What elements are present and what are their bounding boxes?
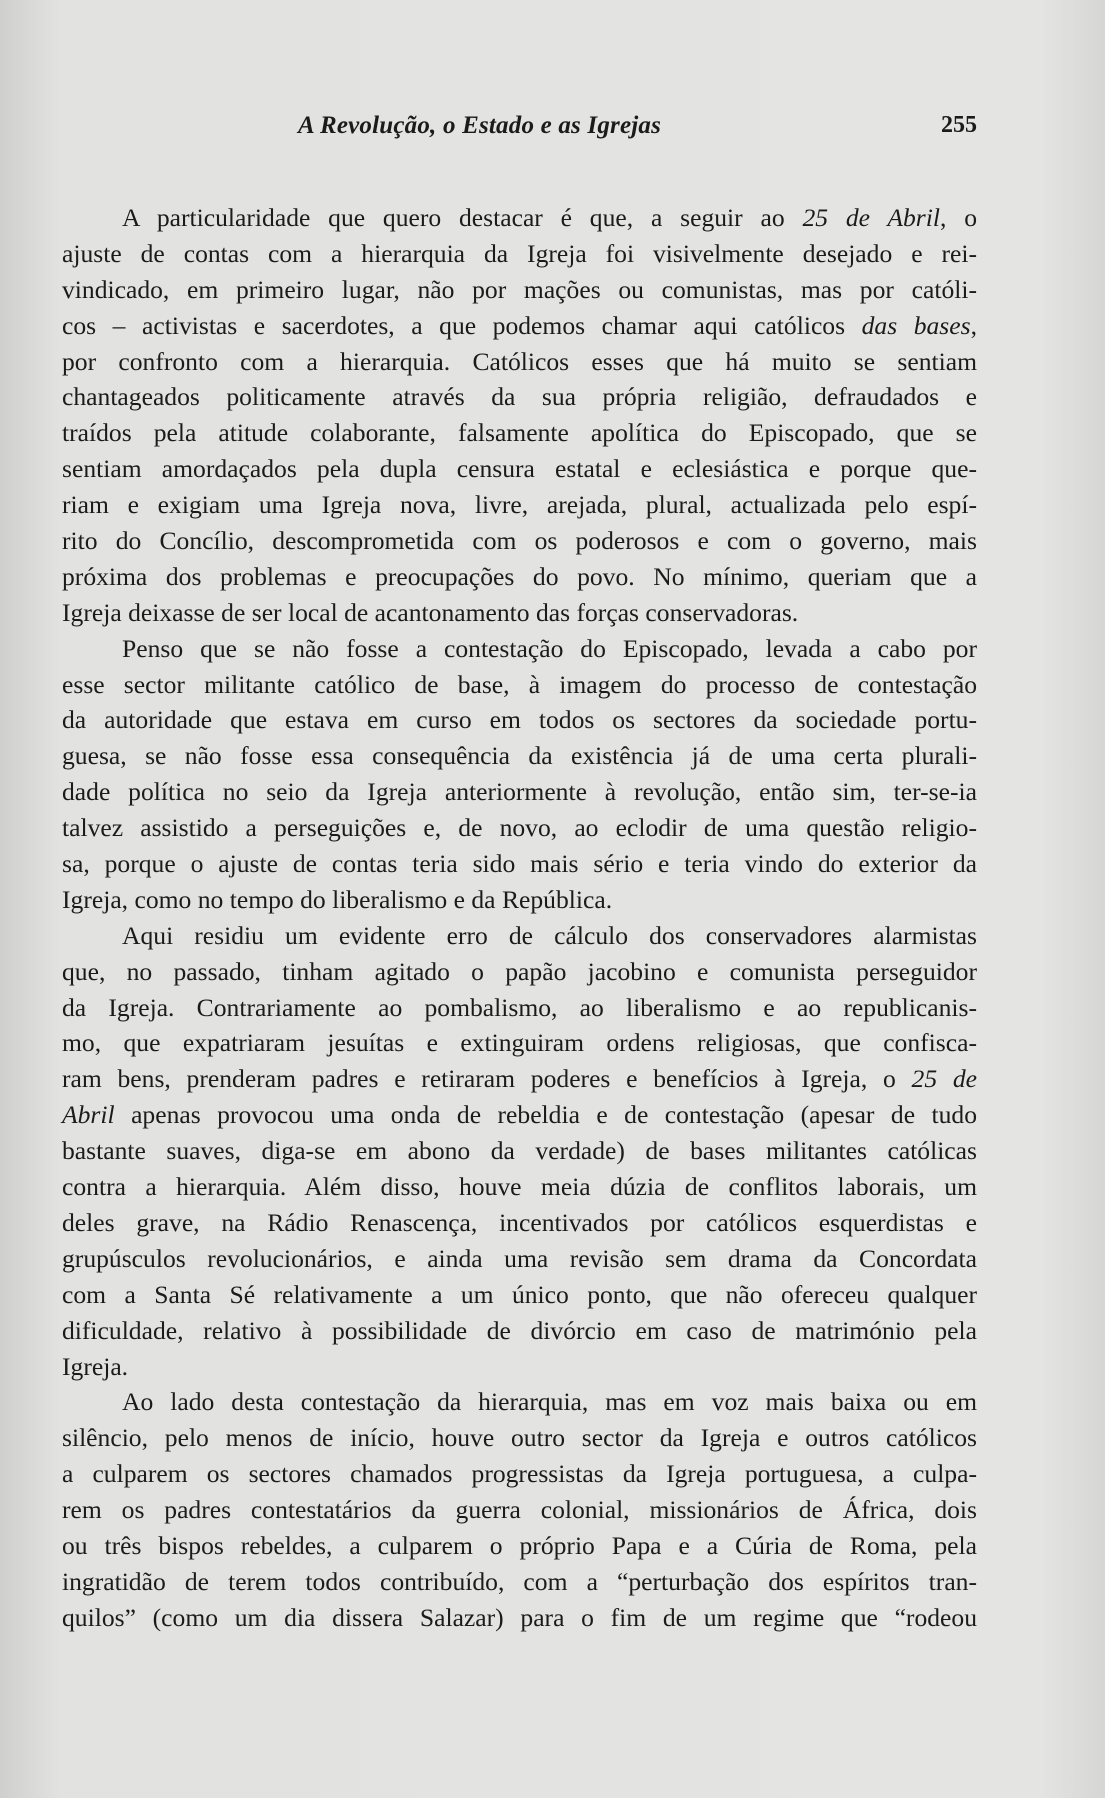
text-line	[62, 1025, 977, 1061]
text-line	[62, 882, 977, 918]
text-line	[62, 702, 977, 738]
text-line	[62, 667, 977, 703]
text-run: rito do Concílio, descomprometida com os poderosos e com o governo, mais	[62, 526, 977, 556]
text-run: esse sector militante católico de base, à imagem do processo de contestação	[62, 669, 977, 699]
text-run: guesa, se não fosse essa consequência da existência já de uma certa plurali-	[62, 741, 977, 771]
text-run: Igreja, como no tempo do liberalismo e da República.	[62, 884, 613, 914]
italic-text: das bases	[861, 310, 971, 340]
text-run: ou três bispos rebeldes, a culparem o próprio Papa e a Cúria de Roma, pela	[62, 1530, 977, 1560]
text-run: ajuste de contas com a hierarquia da Igreja foi visivelmente desejado e rei-	[62, 238, 977, 268]
paragraph	[62, 200, 977, 631]
text-run: da Igreja. Contrariamente ao pombalismo, ao liberalismo e ao republicanis-	[62, 992, 977, 1022]
text-line	[62, 451, 977, 487]
text-line	[62, 379, 977, 415]
text-run: Igreja.	[62, 1351, 129, 1381]
italic-text: Abril	[62, 1100, 115, 1130]
text-line	[62, 236, 977, 272]
text-line	[62, 810, 977, 846]
text-run: chantageados politicamente através da sua própria religião, defraudados e	[62, 382, 977, 412]
text-run: ,	[970, 310, 977, 340]
text-run: contra a hierarquia. Além disso, houve meia dúzia de conflitos laborais, um	[62, 1172, 977, 1202]
text-line	[62, 1061, 977, 1097]
text-run: apenas provocou uma onda de rebeldia e de contestação (apesar de tudo	[114, 1100, 977, 1130]
text-run: ingratidão de terem todos contribuído, com a “perturbação dos espíritos tran-	[62, 1566, 977, 1596]
text-run: ram bens, prenderam padres e retiraram poderes e benefícios à Igreja, o	[62, 1064, 912, 1094]
text-line	[62, 918, 977, 954]
text-run: grupúsculos revolucionários, e ainda uma revisão sem drama da Concordata	[62, 1243, 977, 1273]
text-run: Igreja deixasse de ser local de acantonamento das forças conservadoras.	[62, 597, 799, 627]
text-run: rem os padres contestatários da guerra colonial, missionários de África, dois	[62, 1495, 977, 1525]
text-line	[62, 631, 977, 667]
text-line	[62, 272, 977, 308]
text-run: silêncio, pelo menos de início, houve outro sector da Igreja e outros católicos	[62, 1423, 977, 1453]
text-line	[62, 846, 977, 882]
text-line	[62, 1205, 977, 1241]
running-title: A Revolução, o Estado e as Igrejas	[298, 112, 662, 139]
text-run: A particularidade que quero destacar é que, a seguir ao	[122, 203, 803, 232]
text-line	[62, 559, 977, 595]
text-line	[62, 774, 977, 810]
text-line	[62, 308, 977, 344]
text-run: da autoridade que estava em curso em todos os sectores da sociedade portu-	[62, 705, 977, 735]
text-run: deles grave, na Rádio Renascença, incentivados por católicos esquerdistas e	[62, 1207, 977, 1237]
text-run: que, no passado, tinham agitado o papão jacobino e comunista perseguidor	[62, 956, 977, 986]
text-run: cos – activistas e sacerdotes, a que podemos chamar aqui católicos	[62, 310, 862, 340]
text-run: a culparem os sectores chamados progressistas da Igreja portuguesa, a culpa-	[62, 1459, 977, 1489]
text-run: mo, que expatriaram jesuítas e extinguiram ordens religiosas, que confisca-	[62, 1028, 977, 1058]
text-run: vindicado, em primeiro lugar, não por mações ou comunistas, mas por católi-	[62, 274, 977, 304]
text-line	[62, 1097, 977, 1133]
text-line	[62, 1169, 977, 1205]
text-line	[62, 738, 977, 774]
text-line	[62, 1528, 977, 1564]
text-run: Penso que se não fosse a contestação do Episcopado, levada a cabo por	[122, 633, 977, 663]
text-run: riam e exigiam uma Igreja nova, livre, arejada, plural, actualizada pelo espí-	[62, 490, 977, 520]
text-line	[62, 1420, 977, 1456]
text-run: , o	[940, 203, 978, 232]
text-run: bastante suaves, diga-se em abono da verdade) de bases militantes católicas	[62, 1136, 977, 1166]
paragraph	[62, 918, 977, 1385]
text-line	[62, 523, 977, 559]
text-line	[62, 415, 977, 451]
text-run: quilos” (como um dia dissera Salazar) para o fim de um regime que “rodeou	[62, 1602, 977, 1632]
text-run: sa, porque o ajuste de contas teria sido mais sério e teria vindo do exterior da	[62, 849, 977, 879]
text-run: traídos pela atitude colaborante, falsamente apolítica do Episcopado, que se	[62, 418, 977, 448]
body-text	[62, 200, 977, 1636]
text-run: talvez assistido a perseguições e, de novo, ao eclodir de uma questão religio-	[62, 813, 977, 843]
text-run: dificuldade, relativo à possibilidade de divórcio em caso de matrimónio pela	[62, 1315, 977, 1345]
text-run: Aqui residiu um evidente erro de cálculo dos conservadores alarmistas	[122, 920, 977, 950]
book-page	[62, 0, 977, 1798]
italic-text: 25 de Abril	[802, 203, 940, 232]
text-line	[62, 595, 977, 631]
text-line	[62, 1349, 977, 1385]
text-run: dade política no seio da Igreja anteriormente à revolução, então sim, ter-se-ia	[62, 777, 977, 807]
text-line	[62, 1456, 977, 1492]
paragraph	[62, 1384, 977, 1635]
text-line	[62, 1384, 977, 1420]
text-line	[62, 1492, 977, 1528]
text-line	[62, 1313, 977, 1349]
text-line	[62, 1277, 977, 1313]
text-line	[62, 990, 977, 1026]
text-line	[62, 200, 977, 236]
text-line	[62, 1241, 977, 1277]
paragraph	[62, 631, 977, 918]
text-line	[62, 344, 977, 380]
text-run: por confronto com a hierarquia. Católicos esses que há muito se sentiam	[62, 346, 977, 376]
italic-text: 25 de	[911, 1064, 977, 1094]
text-line	[62, 1564, 977, 1600]
text-run: próxima dos problemas e preocupações do povo. No mínimo, queriam que a	[62, 561, 977, 591]
text-line	[62, 1600, 977, 1636]
text-run: Ao lado desta contestação da hierarquia, mas em voz mais baixa ou em	[122, 1387, 977, 1417]
page-number: 255	[941, 112, 977, 138]
text-line	[62, 487, 977, 523]
text-run: sentiam amordaçados pela dupla censura estatal e eclesiástica e porque que-	[62, 454, 977, 484]
text-line	[62, 1133, 977, 1169]
text-line	[62, 954, 977, 990]
text-run: com a Santa Sé relativamente a um único ponto, que não ofereceu qualquer	[62, 1279, 977, 1309]
running-header	[62, 112, 977, 142]
